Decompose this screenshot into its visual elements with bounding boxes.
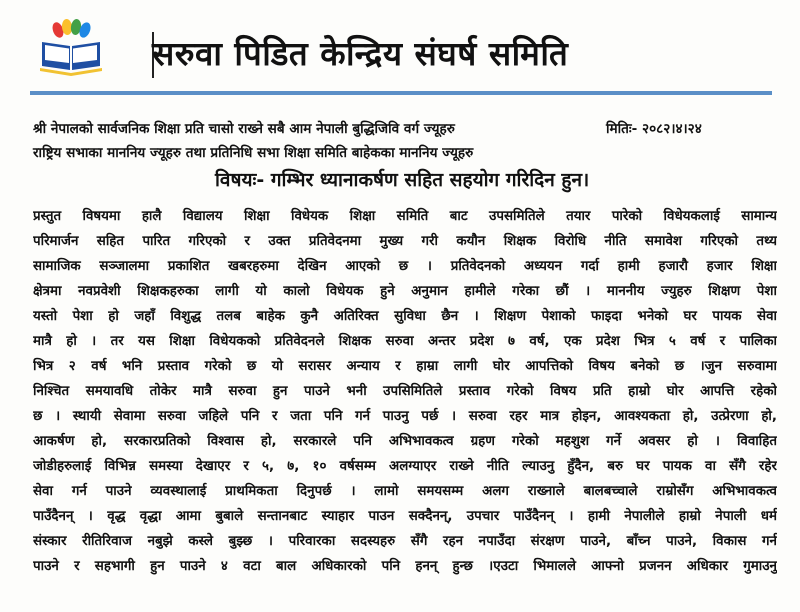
body-line: यस्तो पेशा हो जहाँ विशुद्ध तलब बाहेक कुनै अतिरिक्त सुविधा छैन । शिक्षण पेशाको फाइदा भनेको घर पायक सेवा	[33, 309, 777, 324]
book-with-raised-hands-logo-icon	[36, 18, 106, 76]
body-line: क्षेत्रमा नवप्रवेशी शिक्षकहरुका लागी यो कालो विधेयक हुने अनुमान हामीले गरेका छौं । माननीय ज्युहरु शिक्षण पेशा	[33, 284, 777, 299]
body-line: जोडीहरुलाई विभिन्न समस्या देखाएर र ५, ७, १० वर्षसम्म अलग्याएर राख्ने नीति ल्याउनु हुँदैन, बरु घर पायक वा सँगै रहेर	[33, 459, 777, 474]
recipient-line-2: राष्ट्रिय सभाका माननिय ज्यूहरु तथा प्रतिनिधि सभा शिक्षा समिति बाहेकका माननिय ज्यूहरु	[33, 145, 474, 161]
body-line: सेवा गर्न पाउने व्यवस्थालाई प्राथमिकता दिनुपर्छ । लामो समयसम्म अलग राख्नाले बालबच्चाले राम्रोसँग अभिभावकत्व	[33, 484, 777, 499]
body-line: सामाजिक सञ्जालमा प्रकाशित खबरहरुमा देखिन आएको छ । प्रतिवेदनको अध्ययन गर्दा हामी हजारौ हजार शिक्षा	[33, 259, 777, 274]
letter-date: मितिः- २०८२।४।२४	[606, 121, 702, 137]
body-line: प्रस्तुत विषयमा हालै विद्यालय शिक्षा विधेयक शिक्षा समिति बाट उपसमितिले तयार पारेको विधेयकलाई सामान्य	[33, 209, 777, 224]
body-line: भित्र २ वर्ष भनि प्रस्ताव गरेको छ यो सरासर अन्याय र हाम्रा लागी घोर आपत्तिको विषय बनेको छ ।जुन सरुवामा	[33, 359, 777, 374]
body-line: छ । स्थायी सेवामा सरुवा जहिले पनि र जता पनि गर्न पाउनु पर्छ । सरुवा रहर मात्र होइन, आवश्यकता हो, उत्प्रेरणा हो,	[33, 409, 777, 424]
body-line: संस्कार रीतिरिवाज नबुझे कस्ले बुझ्छ । परिवारका सदस्यहरु सँगै रहन नपाउँदा संरक्षण पाउने, बाँच्न पाउने, विकास गर्न	[33, 534, 777, 549]
body-line: परिमार्जन सहित पारित गरिएको र उक्त प्रतिवेदनमा मुख्य गरी कयौन शिक्षक विरोधि नीति समावेश गरिएको तथ्य	[33, 234, 777, 249]
body-line: मात्रै हो । तर यस शिक्षा विधेयकको प्रतिवेदनले शिक्षक सरुवा अन्तर प्रदेश ७ वर्ष, एक प्रदेश भित्र ५ वर्ष र पालिका	[33, 334, 777, 349]
letter-subject: विषयः- गम्भिर ध्यानाकर्षण सहित सहयोग गरिदिन हुन।	[215, 169, 590, 191]
letter-body	[33, 204, 777, 579]
organization-title: सरुवा पिडित केन्द्रिय संघर्ष समिति	[152, 34, 569, 73]
body-line: आकर्षण हो, सरकारप्रतिको विश्वास हो, सरकारले पनि अभिभावकत्व ग्रहण गरेको महशुश गर्ने अवसर हो । विवाहित	[33, 434, 777, 449]
body-line: निश्चित समयावधि तोकेर मात्रै सरुवा हुन पाउने भनी उपसिमितिले प्रस्ताव गरेको विषय प्रति हाम्रो घोर आपत्ति रहेको	[33, 384, 777, 399]
recipient-line-1: श्री नेपालको सार्वजनिक शिक्षा प्रति चासो राख्ने सबै आम नेपाली बुद्धिजिवि वर्ग ज्यूहरु	[33, 121, 455, 137]
organization-logo	[36, 18, 106, 76]
header-rule	[30, 91, 772, 95]
body-line: पाउँदैनन् । वृद्ध वृद्धा आमा बुबाले सन्तानबाट स्याहार पाउन सक्दैनन्, उपचार पाउँदैनन् । हामी नेपालीले हाम्रो नेपाली धर्म	[33, 509, 777, 524]
body-line: पाउने र सहभागी हुन पाउने ४ वटा बाल अधिकारको पनि हनन् हुन्छ ।एउटा भिमालले आफ्नो प्रजनन अधिकार गुमाउनु	[33, 559, 777, 574]
